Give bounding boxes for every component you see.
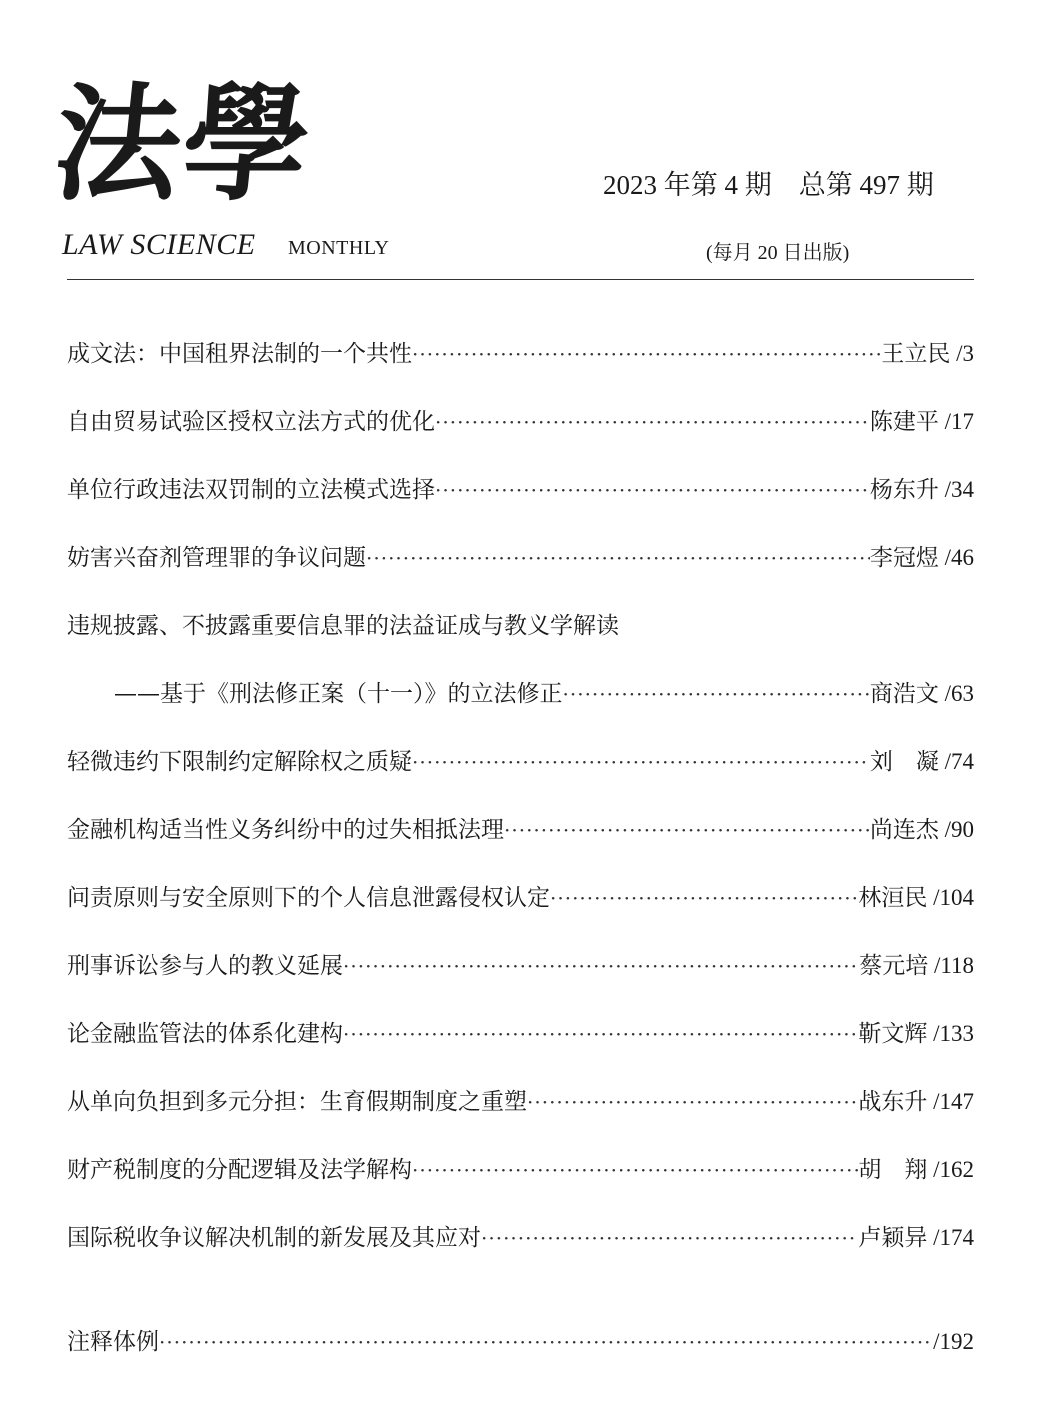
toc-leader <box>435 402 870 442</box>
toc-title: 从单向负担到多元分担：生育假期制度之重塑 <box>67 1089 527 1115</box>
toc-author-page: 陈建平 /17 <box>869 409 974 434</box>
toc-title: 财产税制度的分配逻辑及法学解构 <box>67 1157 412 1183</box>
toc-leader <box>412 742 870 782</box>
toc-leader <box>550 878 858 918</box>
toc-title: 刑事诉讼参与人的教义延展 <box>67 953 343 979</box>
toc-leader <box>481 1218 858 1258</box>
toc-author-page: 卢颖异 /174 <box>858 1225 974 1250</box>
toc-title: 金融机构适当性义务纠纷中的过失相抵法理 <box>67 817 504 843</box>
toc-author-page: /192 <box>933 1329 974 1354</box>
toc-leader <box>343 946 859 986</box>
toc-entry[interactable] <box>67 334 974 402</box>
toc-subtitle: ——基于《刑法修正案（十一）》的立法修正 <box>114 681 563 707</box>
toc-author-page: 胡 翔 /162 <box>858 1157 974 1182</box>
toc-entry-citation-style[interactable] <box>67 1322 974 1390</box>
toc-title: 自由贸易试验区授权立法方式的优化 <box>67 409 435 435</box>
toc-entry[interactable] <box>67 810 974 878</box>
toc-title: 论金融监管法的体系化建构 <box>67 1021 343 1047</box>
toc-author-page: 靳文辉 /133 <box>858 1021 974 1046</box>
toc-title: 国际税收争议解决机制的新发展及其应对 <box>67 1225 481 1251</box>
toc-entry[interactable] <box>67 1218 974 1286</box>
toc-entry[interactable] <box>67 1014 974 1082</box>
toc-entry[interactable] <box>67 878 974 946</box>
header-divider <box>67 279 974 280</box>
toc-leader <box>435 470 870 510</box>
toc-author-page: 蔡元培 /118 <box>859 953 974 978</box>
toc-title: 违规披露、不披露重要信息罪的法益证成与教义学解读 <box>67 613 619 639</box>
toc-author-page: 商浩文 /63 <box>869 681 974 706</box>
toc-leader <box>563 674 870 714</box>
journal-logo-text: 法學 <box>47 71 319 218</box>
toc-title: 单位行政违法双罚制的立法模式选择 <box>67 477 435 503</box>
toc-author-page: 林洹民 /104 <box>858 885 974 910</box>
toc-author-page: 刘 凝 /74 <box>869 749 974 774</box>
toc-title: 妨害兴奋剂管理罪的争议问题 <box>67 545 366 571</box>
toc-leader <box>343 1014 858 1054</box>
toc-author-page: 王立民 /3 <box>881 341 974 366</box>
toc-leader <box>504 810 870 850</box>
toc-entry-subtitle[interactable] <box>67 674 974 742</box>
toc-title: 轻微违约下限制约定解除权之质疑 <box>67 749 412 775</box>
toc-title: 注释体例 <box>67 1329 159 1355</box>
toc-entry-title-only[interactable] <box>67 606 974 674</box>
table-of-contents <box>67 334 974 1390</box>
toc-author-page: 尚连杰 /90 <box>869 817 974 842</box>
toc-leader <box>527 1082 858 1122</box>
toc-leader <box>366 538 870 578</box>
toc-entry[interactable] <box>67 402 974 470</box>
journal-logo <box>47 70 395 220</box>
toc-author-page: 李冠煜 /46 <box>869 545 974 570</box>
toc-title: 问责原则与安全原则下的个人信息泄露侵权认定 <box>67 885 550 911</box>
toc-author-page: 杨东升 /34 <box>869 477 974 502</box>
toc-leader <box>412 1150 858 1190</box>
toc-spacer <box>67 1286 974 1322</box>
publication-note: (每月 20 日出版) <box>706 242 850 264</box>
toc-entry[interactable] <box>67 1082 974 1150</box>
toc-entry[interactable] <box>67 470 974 538</box>
english-title: LAW SCIENCE <box>62 228 256 261</box>
toc-entry[interactable] <box>67 538 974 606</box>
toc-entry[interactable] <box>67 742 974 810</box>
english-subtitle: MONTHLY <box>288 237 390 259</box>
toc-leader <box>412 334 881 374</box>
toc-author-page: 战东升 /147 <box>858 1089 974 1114</box>
toc-entry[interactable] <box>67 1150 974 1218</box>
toc-entry[interactable] <box>67 946 974 1014</box>
issue-number: 2023 年第 4 期 总第 497 期 <box>603 170 934 200</box>
toc-leader <box>159 1322 933 1362</box>
toc-title: 成文法：中国租界法制的一个共性 <box>67 341 412 367</box>
